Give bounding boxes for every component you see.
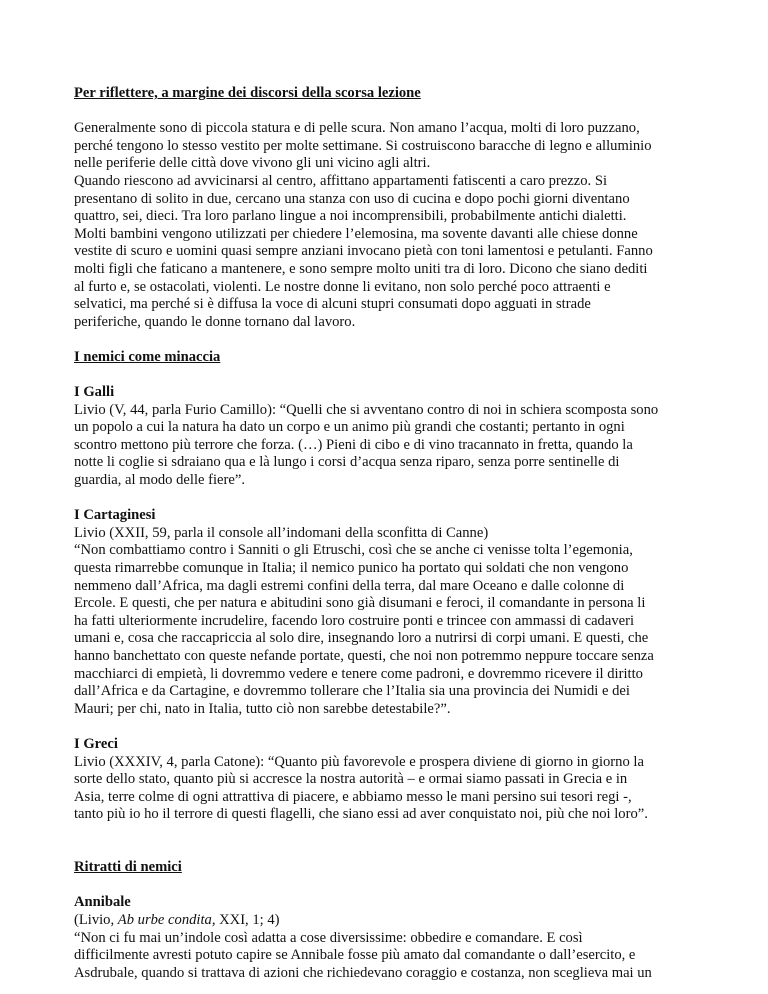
portraits-heading: Ritratti di nemici xyxy=(74,859,182,876)
greci-line: Livio (XXXIV, 4, parla Catone): “Quanto più favorevole e prospera diviene di giorno in giorno la xyxy=(74,753,644,770)
galli-line: notte li coglie si sdraiano qua e là lungo i corsi d’acqua senza riparo, senza porre sentinelle di xyxy=(74,454,620,471)
intro-line: nelle periferie delle città dove vivono gli uni vicino agli altri. xyxy=(74,155,431,172)
galli-line: guardia, al modo delle fiere”. xyxy=(74,472,245,489)
galli-title: I Galli xyxy=(74,384,115,401)
annibale-paragraph xyxy=(74,912,704,982)
annibale-line: difficilmente avresti potuto capire se Annibale fosse più amato dal comandante o dall’esercito, e xyxy=(74,947,636,964)
annibale-line: “Non ci fu mai un’indole così adatta a cose diversissime: obbedire e comandare. E così xyxy=(74,929,583,946)
intro-line: vestite di scuro e uomini quasi sempre anziani invocano pietà con toni lamentosi e petulanti. Fanno xyxy=(74,243,653,260)
cartaginesi-line: umani e, cosa che raccapriccia al solo dire, insegnando loro a nutrirsi di corpi umani. E questi, che xyxy=(74,630,649,647)
greci-title: I Greci xyxy=(74,735,118,752)
annibale-title: Annibale xyxy=(74,894,131,911)
intro-line: molti figli che faticano a mantenere, e sono sempre molto uniti tra di loro. Dicono che siano dediti xyxy=(74,260,648,277)
cartaginesi-line: “Non combattiamo contro i Sanniti o gli Etruschi, così che se anche ci venisse tolta l’egemonia, xyxy=(74,542,633,559)
cartaginesi-line: nemmeno dall’Africa, ma dagli estremi confini della terra, dal mare Oceano e dalle colonne di xyxy=(74,577,625,594)
cartaginesi-line: macchiarci di empietà, li dovremmo vedere e tenere come padroni, e dovremmo ricevere il diritto xyxy=(74,665,643,682)
cartaginesi-line: ha fatti ulteriormente incrudelire, facendo loro costruire ponti e trincee con ammassi di cadaveri xyxy=(74,612,635,629)
enemies-heading: I nemici come minaccia xyxy=(74,348,221,365)
intro-line: Quando riescono ad avvicinarsi al centro, affittano appartamenti fatiscenti a caro prezzo. Si xyxy=(74,172,607,189)
intro-line: presentano di solito in due, cercano una stanza con uso di cucina e dopo pochi giorni diventano xyxy=(74,190,630,207)
intro-line: selvatici, ma perché si è diffusa la voce di alcuni stupri consumati dopo agguati in strade xyxy=(74,296,591,313)
intro-paragraph xyxy=(74,120,704,331)
cartaginesi-paragraph xyxy=(74,525,704,719)
annibale-source xyxy=(74,912,704,930)
cartaginesi-title: I Cartaginesi xyxy=(74,507,156,524)
document-page xyxy=(74,85,704,982)
greci-line: sorte dello stato, quanto più si accresce la nostra autorità – e ormai siamo passati in Grecia e in xyxy=(74,771,628,788)
intro-line: perché tengono lo stesso vestito per molte settimane. Si costruiscono baracche di legno e alluminio xyxy=(74,137,652,154)
greci-line: Asia, terre colme di ogni attrattiva di piacere, e abbiamo messo le mani persino sui tesori regi -, xyxy=(74,788,632,805)
source-open: (Livio, xyxy=(74,911,118,928)
main-heading: Per riflettere, a margine dei discorsi della scorsa lezione xyxy=(74,85,421,101)
cartaginesi-line: questa rimarrebbe comunque in Italia; il nemico punico ha portato qui soldati che non vengono xyxy=(74,560,629,577)
intro-line: Generalmente sono di piccola statura e di pelle scura. Non amano l’acqua, molti di loro puzzano, xyxy=(74,120,640,137)
cartaginesi-line: Mauri; per chi, nato in Italia, tutto ciò non sarebbe detestabile?”. xyxy=(74,700,451,717)
cartaginesi-line: hanno banchettato con queste nefande portate, questi, che noi non potremmo neppure toccare senza xyxy=(74,648,654,664)
source-close: XXI, 1; 4) xyxy=(215,911,280,928)
greci-line: tanto più io ho il terrore di questi flagelli, che siano essi ad aver conquistato noi, più che noi loro”. xyxy=(74,806,648,823)
galli-line: scontro mettono più terrore che forza. (…) Pieni di cibo e di vino tracannato in fretta, quando la xyxy=(74,436,633,453)
intro-line: al furto e, se ostacolati, violenti. Le nostre donne li evitano, non solo perché poco attraenti e xyxy=(74,278,611,295)
greci-paragraph xyxy=(74,754,704,824)
source-work-title: Ab urbe condita, xyxy=(117,911,216,928)
galli-paragraph xyxy=(74,402,704,490)
galli-line: Livio (V, 44, parla Furio Camillo): “Quelli che si avventano contro di noi in schiera scomposta sono xyxy=(74,401,659,418)
intro-line: quattro, sei, dieci. Tra loro parlano lingue a noi incomprensibili, probabilmente antichi dialetti. xyxy=(74,208,627,225)
intro-line: periferiche, quando le donne tornano dal lavoro. xyxy=(74,313,356,330)
cartaginesi-line: Ercole. E questi, che per natura e abitudini sono già disumani e feroci, il comandante in persona li xyxy=(74,595,646,612)
cartaginesi-line: dall’Africa e da Cartagine, e dovremmo tollerare che l’Italia sia una provincia dei Numidi e dei xyxy=(74,683,630,700)
intro-line: Molti bambini vengono utilizzati per chiedere l’elemosina, ma sovente davanti alle chiese donne xyxy=(74,225,638,242)
galli-line: un popolo a cui la natura ha dato un corpo e un animo più grandi che costanti; pertanto in ogni xyxy=(74,419,625,436)
annibale-line: Asdrubale, quando si trattava di azioni che richiedevano coraggio e costanza, non sceglieva mai un xyxy=(74,964,652,981)
cartaginesi-line: Livio (XXII, 59, parla il console all’indomani della sconfitta di Canne) xyxy=(74,524,489,541)
